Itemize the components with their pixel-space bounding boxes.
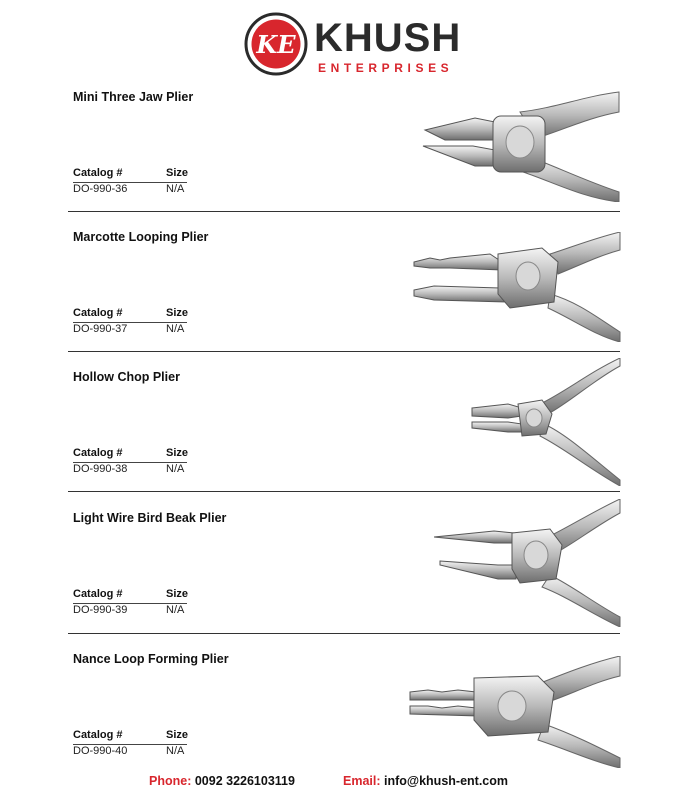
footer-phone	[149, 774, 295, 788]
size-value: N/A	[166, 323, 185, 335]
brand-logo	[244, 12, 462, 78]
product-title: Marcotte Looping Plier	[73, 230, 209, 244]
mini-three-jaw-plier-icon	[415, 90, 621, 202]
brand-tagline: ENTERPRISES	[318, 61, 454, 75]
catalog-label: Catalog #	[73, 307, 123, 319]
section-divider	[68, 351, 620, 352]
footer-email	[343, 774, 508, 788]
product-entry	[0, 652, 689, 792]
catalog-number: DO-990-38	[73, 463, 128, 475]
product-title: Mini Three Jaw Plier	[73, 90, 194, 104]
size-value: N/A	[166, 183, 185, 195]
marcotte-looping-plier-icon	[410, 232, 622, 342]
ke-monogram-badge-icon	[244, 12, 308, 76]
product-entry	[0, 90, 689, 230]
product-title: Hollow Chop Plier	[73, 370, 180, 384]
product-entry	[0, 511, 689, 651]
catalog-label: Catalog #	[73, 167, 123, 179]
phone-number[interactable]: 0092 3226103119	[194, 774, 295, 788]
section-divider	[68, 491, 620, 492]
size-label: Size	[166, 729, 189, 741]
product-entry	[0, 230, 689, 370]
catalog-number: DO-990-36	[73, 183, 128, 195]
catalog-number: DO-990-37	[73, 323, 128, 335]
nance-loop-plier-icon	[408, 656, 622, 768]
size-value: N/A	[166, 463, 185, 475]
hollow-chop-plier-icon	[470, 358, 622, 486]
product-title: Light Wire Bird Beak Plier	[73, 511, 227, 525]
brand-monogram: KE	[256, 30, 296, 59]
size-value: N/A	[166, 604, 185, 616]
phone-label: Phone:	[149, 774, 192, 788]
size-label: Size	[166, 447, 189, 459]
size-label: Size	[166, 167, 189, 179]
catalog-number: DO-990-39	[73, 604, 128, 616]
size-value: N/A	[166, 745, 185, 757]
section-divider	[68, 633, 620, 634]
product-entry	[0, 370, 689, 510]
brand-name: KHUSH	[314, 16, 462, 60]
catalog-label: Catalog #	[73, 447, 123, 459]
email-address[interactable]: info@khush-ent.com	[384, 774, 508, 788]
catalog-label: Catalog #	[73, 588, 123, 600]
product-title: Nance Loop Forming Plier	[73, 652, 229, 666]
section-divider	[68, 211, 620, 212]
catalog-label: Catalog #	[73, 729, 123, 741]
email-label: Email:	[343, 774, 381, 788]
size-label: Size	[166, 588, 189, 600]
bird-beak-plier-icon	[434, 499, 622, 627]
catalog-number: DO-990-40	[73, 745, 128, 757]
size-label: Size	[166, 307, 189, 319]
